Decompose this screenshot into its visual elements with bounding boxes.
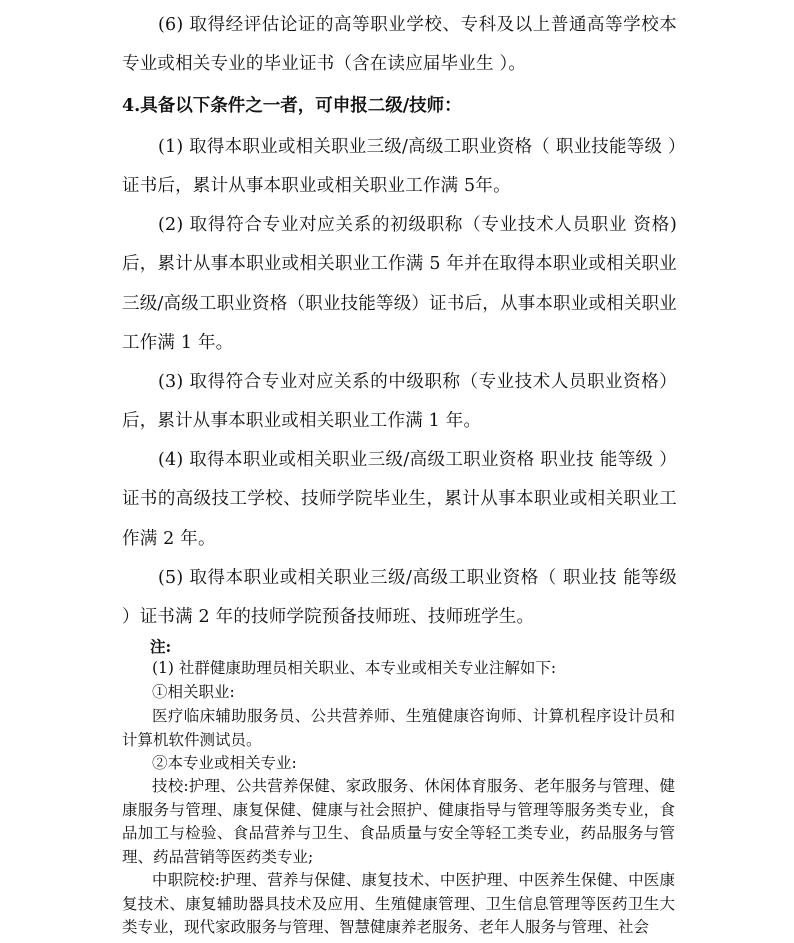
- paragraph-condition-4: (4) 取得本职业或相关职业三级/高级工职业资格 职业技 能等级 ）证书的高级技工学校、技师学院毕业生，累计从事本职业或相关职业工作满 2 年。: [122, 450, 677, 549]
- note-tech-school: 技校:护理、公共营养保健、家政服务、休闲体育服务、老年服务与管理、健康服务与管理、康复保健、健康与社会照护、健康指导与管理等服务类专业，食品加工与检验、食品营养与卫生、食品质量与安全等轻工类专业，药品服务与管理、药品营销等医药类专业;: [122, 777, 675, 866]
- note-major-label: ②本专业或相关专业:: [152, 754, 297, 772]
- note-vocational-school: 中职院校:护理、营养与保健、康复技术、中医护理、中医养生保健、中医康复技术、康复辅助器具技术及应用、生殖健康管理、卫生信息管理等医药卫生大类专业，现代家政服务与管理、智慧健康养老服务、老年人服务与管理、社会: [122, 871, 675, 937]
- note-item-1: (1) 社群健康助理员相关职业、本专业或相关专业注解如下:: [152, 659, 557, 677]
- note-related-jobs-text: 医疗临床辅助服务员、公共营养师、生殖健康咨询师、计算机程序设计员和计算机软件测试员。: [122, 707, 675, 749]
- note-related-jobs-label: ①相关职业:: [152, 683, 235, 701]
- paragraph-condition-2: (2) 取得符合专业对应关系的初级职称（专业技术人员职业 资格)后，累计从事本职业或相关职业工作满 5 年并在取得本职业或相关职业三级/高级工职业资格（职业技能等级）证书后，从事本职业或相关职业工作满 1 年。: [122, 215, 677, 353]
- paragraph-condition-1: (1) 取得本职业或相关职业三级/高级工职业资格（ 职业技能等级 ）证书后，累计从事本职业或相关职业工作满 5年。: [122, 137, 677, 197]
- paragraph-condition-5: (5) 取得本职业或相关职业三级/高级工职业资格（ 职业技 能等级 ）证书满 2 年的技师学院预备技师班、技师班学生。: [122, 568, 677, 628]
- section-heading-4: 4.具备以下条件之一者，可申报二级/技师：: [122, 96, 462, 116]
- paragraph-6-diploma: (6) 取得经评估论证的高等职业学校、专科及以上普通高等学校本专业或相关专业的毕业证书（含在读应届毕业生 ）。: [122, 15, 677, 75]
- paragraph-condition-3: (3) 取得符合专业对应关系的中级职称（专业技术人员职业资格）后，累计从事本职业或相关职业工作满 1 年。: [122, 372, 677, 432]
- note-title: 注:: [150, 637, 172, 656]
